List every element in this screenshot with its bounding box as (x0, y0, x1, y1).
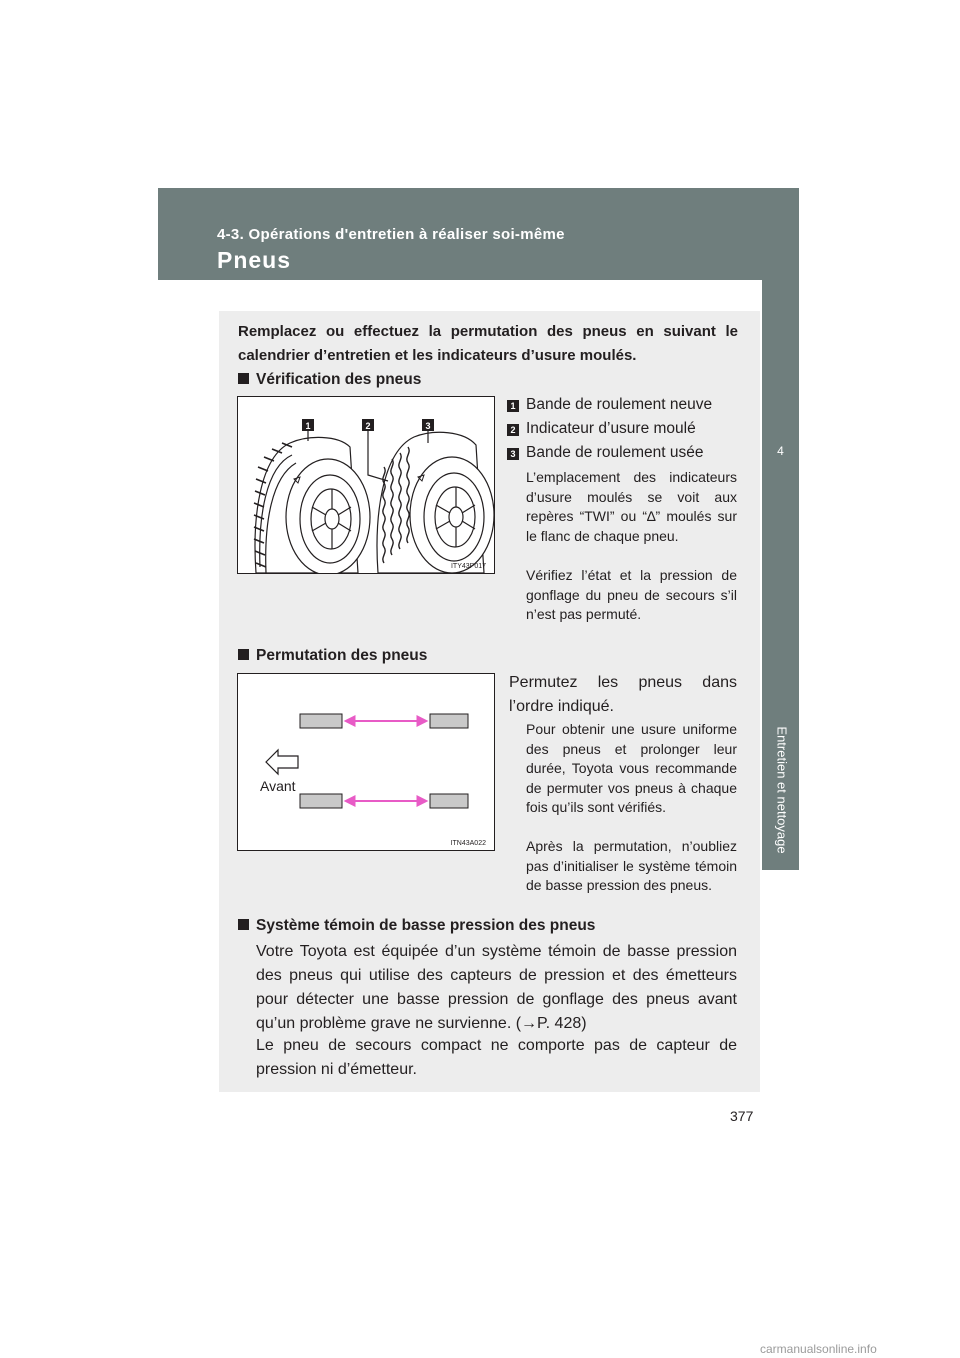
rear-left-tire (300, 794, 342, 808)
square-bullet-icon (238, 649, 249, 660)
legend-item-3: 3 Bande de roulement usée (507, 444, 704, 462)
spare-tire-note: Le pneu de secours compact ne comporte pas de capteur de pression ni d’émetteur. (256, 1037, 737, 1078)
front-label: Avant (260, 778, 296, 794)
svg-text:3: 3 (425, 421, 431, 431)
front-arrow-icon (266, 750, 298, 774)
note-reset-tpms: Après la permutation, n’oubliez pas d’initialiser le système témoin de basse pression des pneus. (526, 838, 737, 893)
number-badge-icon: 2 (507, 424, 519, 436)
watermark-text: carmanualsonline.info (760, 1342, 877, 1356)
page-title: Pneus (217, 247, 292, 273)
rear-right-tire (430, 794, 468, 808)
section-heading-tpms: Système témoin de basse pression des pneus (238, 917, 595, 935)
section-title: 4-3. Opérations d'entretien à réaliser soi-même (217, 226, 565, 243)
note-rotation-benefit: Pour obtenir une usure uniforme des pneus et prolonger leur durée, Toyota vous recommande de permuter vos pneus à chaque fois qu’ils sont vérifiés. (526, 721, 737, 815)
page-number: 377 (730, 1108, 754, 1124)
chapter-label: Entretien et nettoyage (774, 726, 790, 854)
figure-code: ITN43A022 (450, 840, 486, 847)
front-left-tire (300, 714, 342, 728)
tpms-description: Votre Toyota est équipée d’un système témoin de basse pression des pneus qui utilise des capteurs de pression et des émetteurs pour détecter une basse pression de gonflage des pneus avant qu’un problème grave ne survienne. (→P. 428) (256, 943, 737, 1032)
square-bullet-icon (238, 919, 249, 930)
svg-text:1: 1 (305, 421, 311, 431)
svg-text:2: 2 (365, 421, 371, 431)
tire-tread-figure (237, 396, 495, 574)
section-heading-permutation: Permutation des pneus (238, 647, 427, 665)
note-spare-tire: Vérifiez l’état et la pression de gonflage du pneu de secours s’il n’est pas permuté. (526, 567, 737, 622)
rotation-lead: Permutez les pneus dans l’ordre indiqué. (509, 674, 737, 715)
figure-code: ITY43P017 (450, 563, 486, 570)
legend-item-2: 2 Indicateur d’usure moulé (507, 420, 696, 438)
new-tread-tire (254, 437, 370, 573)
legend-item-1: 1 Bande de roulement neuve (507, 396, 712, 414)
number-badge-icon: 1 (507, 400, 519, 412)
rotation-diagram (238, 674, 494, 850)
number-badge-icon: 3 (507, 448, 519, 460)
worn-tread-tire (377, 432, 494, 573)
intro-text: Remplacez ou effectuez la permutation des pneus en suivant le calendrier d’entretien et les indicateurs d’usure moulés. (238, 323, 738, 364)
note-wear-indicators: L’emplacement des indicateurs d’usure moulés se voit aux repères “TWI” ou “∆” moulés sur le flanc de chaque pneu. (526, 469, 737, 544)
square-bullet-icon (238, 373, 249, 384)
chapter-header (158, 188, 799, 280)
tire-rotation-figure (237, 673, 495, 851)
chapter-number: 4 (777, 444, 784, 458)
section-heading-verification: Vérification des pneus (238, 371, 421, 389)
tire-illustration (238, 397, 494, 573)
front-right-tire (430, 714, 468, 728)
